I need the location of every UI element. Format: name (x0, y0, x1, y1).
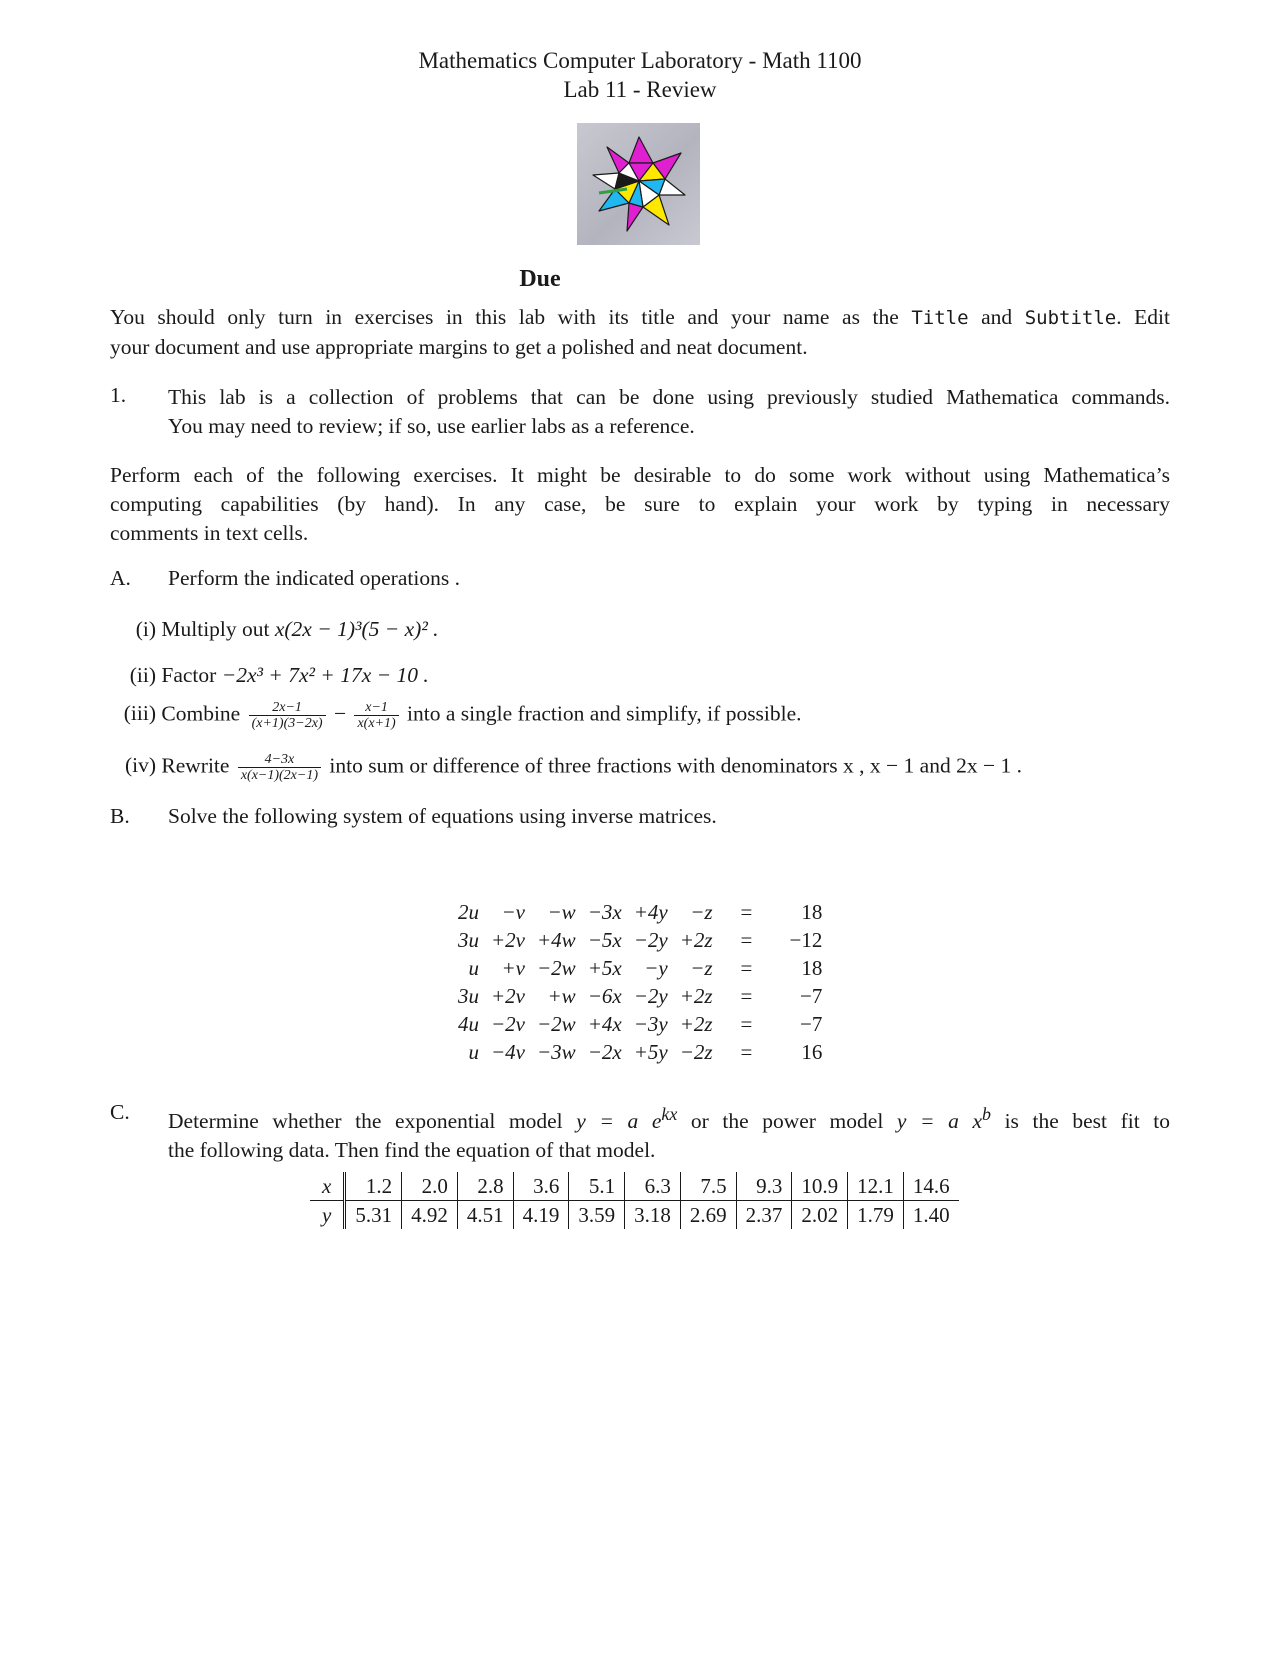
c-text-b: or the power model (690, 1109, 884, 1134)
part-iv-text: Rewrite (161, 753, 230, 778)
equation-term: +2v (491, 927, 525, 952)
equation-rhs: −12 (789, 927, 823, 952)
part-i-expression: x(2x − 1)³(5 − x)² . (274, 617, 439, 641)
y-value: 2.69 (680, 1201, 736, 1230)
part-ii-expression: −2x³ + 7x² + 17x − 10 . (221, 663, 429, 687)
section-c-line-1 (168, 1100, 1170, 1136)
equation-term: +2v (491, 983, 525, 1008)
equals-sign: = (740, 927, 753, 952)
title-keyword: Title (911, 307, 969, 329)
equation-term: +2z (679, 927, 713, 952)
section-a-label: A. (110, 566, 131, 590)
equation-term: −4v (491, 1039, 525, 1064)
x-value: 12.1 (848, 1172, 904, 1201)
equation-system (452, 898, 828, 1066)
c-text-c: is the best fit to (1004, 1109, 1170, 1134)
header (0, 46, 1280, 104)
x-value: 2.0 (402, 1172, 458, 1201)
y-value: 3.18 (625, 1201, 681, 1230)
fraction-2-numerator: x−1 (354, 700, 398, 716)
y-value: 3.59 (569, 1201, 625, 1230)
item-1-line-2: You may need to review; if so, use earlier labs as a reference. (168, 414, 695, 438)
c-text-a: Determine whether the exponential model (168, 1109, 563, 1134)
equation-rhs: 18 (801, 899, 823, 924)
fraction-1-denominator: (x+1)(3−2x) (251, 716, 323, 731)
data-table (310, 1172, 959, 1229)
equation-term: −3y (633, 1011, 668, 1036)
equation-term: 3u (458, 983, 479, 1008)
equation-term: −6x (587, 983, 622, 1008)
power-model: y = a x (896, 1109, 983, 1134)
part-i-text: Multiply out (161, 617, 270, 641)
item-1-text (168, 383, 1170, 441)
fraction-numerator: 4−3x (238, 752, 321, 768)
equation-rhs: 18 (801, 955, 823, 980)
section-c-label: C. (110, 1100, 130, 1124)
perform-line-3: comments in text cells. (110, 521, 309, 545)
equation-rhs: −7 (800, 983, 823, 1008)
part-iv-label: (iv) (124, 753, 156, 778)
x-value: 5.1 (569, 1172, 625, 1201)
due-heading: Due (519, 266, 561, 292)
star-polyhedron-icon (577, 123, 700, 245)
x-value: 14.6 (903, 1172, 958, 1201)
part-ii-text: Factor (161, 663, 217, 687)
x-header: x (310, 1172, 345, 1201)
equation-row (452, 926, 828, 954)
data-row-x (310, 1172, 959, 1201)
equation-row (452, 982, 828, 1010)
equation-term: +2z (679, 983, 713, 1008)
exponential-model: y = a e (576, 1109, 662, 1134)
equation-term: −2y (633, 927, 668, 952)
equation-term: −2y (633, 983, 668, 1008)
equation-term: −v (501, 899, 525, 924)
intro-line-1 (110, 303, 1170, 333)
equals-sign: = (740, 955, 753, 980)
part-iv (116, 752, 1022, 783)
x-value: 3.6 (513, 1172, 569, 1201)
equation-term: +v (501, 955, 525, 980)
course-title: Mathematics Computer Laboratory - Math 1100 (418, 48, 862, 73)
equals-sign: = (740, 1039, 753, 1064)
perform-line-2: computing capabilities (by hand). In any case, be sure to explain your work by typing in necessary (110, 492, 1170, 516)
section-b-label: B. (110, 804, 130, 828)
lab-title: Lab 11 - Review (563, 77, 717, 102)
equation-term: −2w (537, 1011, 576, 1036)
stellated-polyhedron-logo (577, 123, 700, 245)
intro-text-1: You should only turn in exercises in this lab with its title and your name as the (110, 305, 899, 329)
item-1-number: 1. (110, 383, 127, 407)
equation-term: −2z (679, 1039, 713, 1064)
intro-text-2: . Edit (1116, 305, 1171, 329)
subtitle-keyword: Subtitle (1024, 307, 1117, 329)
part-iii-fraction-2 (354, 700, 398, 731)
x-value: 2.8 (457, 1172, 513, 1201)
data-row-y (310, 1201, 959, 1230)
y-value: 4.92 (402, 1201, 458, 1230)
equation-term: −z (690, 955, 713, 980)
equation-row (452, 898, 828, 926)
section-c-text (168, 1100, 1170, 1165)
y-value: 5.31 (355, 1202, 393, 1227)
equation-term: 2u (458, 899, 479, 924)
equation-term: −w (547, 899, 576, 924)
power-exponent: b (982, 1104, 991, 1124)
part-i-label: (i) (135, 617, 156, 641)
part-iv-fraction (238, 752, 321, 783)
equation-term: −5x (587, 927, 622, 952)
y-value: 1.79 (848, 1201, 904, 1230)
part-iv-rest: into sum or difference of three fractions with denominators x , x − 1 and 2x − 1 . (329, 753, 1022, 778)
x-value: 7.5 (680, 1172, 736, 1201)
equation-term: −z (690, 899, 713, 924)
equation-term: +5x (587, 955, 622, 980)
equation-term: +4w (537, 927, 576, 952)
equation-term: +w (547, 983, 576, 1008)
equation-row (452, 1038, 828, 1066)
y-value: 4.19 (513, 1201, 569, 1230)
section-c-line-2: the following data. Then find the equation of that model. (168, 1138, 656, 1163)
equation-rhs: −7 (800, 1011, 823, 1036)
equation-term: −2x (587, 1039, 622, 1064)
part-i (116, 617, 439, 642)
y-value: 1.40 (903, 1201, 958, 1230)
perform-paragraph (110, 461, 1170, 548)
part-iii-label: (iii) (123, 701, 156, 726)
equals-sign: = (740, 1011, 753, 1036)
item-1-line-1: This lab is a collection of problems that can be done using previously studied Mathematica commands. (168, 385, 1170, 409)
part-ii-label: (ii) (129, 663, 156, 687)
x-value: 6.3 (625, 1172, 681, 1201)
y-header: y (310, 1201, 345, 1230)
equation-term: +2z (679, 1011, 713, 1036)
equals-sign: = (740, 983, 753, 1008)
part-iii-text: Combine (161, 701, 241, 726)
intro-paragraph (110, 303, 1170, 362)
equation-term: −2v (491, 1011, 525, 1036)
y-value: 4.51 (457, 1201, 513, 1230)
equation-row (452, 954, 828, 982)
equation-term: u (468, 955, 479, 980)
fraction-2-denominator: x(x+1) (357, 716, 396, 731)
y-value: 2.37 (736, 1201, 792, 1230)
y-value: 2.02 (792, 1201, 848, 1230)
part-iii (116, 700, 802, 731)
part-iii-operator: − (333, 701, 347, 726)
equation-row (452, 1010, 828, 1038)
intro-and: and (981, 305, 1013, 329)
x-value: 1.2 (345, 1172, 402, 1201)
section-a-text: Perform the indicated operations . (168, 566, 460, 590)
part-iii-rest: into a single fraction and simplify, if possible. (407, 701, 802, 726)
part-iii-fraction-1 (249, 700, 326, 731)
equation-term: −3w (537, 1039, 576, 1064)
perform-line-1: Perform each of the following exercises. It might be desirable to do some work without using Mathematica’s (110, 463, 1170, 487)
equation-term: 3u (458, 927, 479, 952)
equation-rhs: 16 (801, 1039, 823, 1064)
section-b-text: Solve the following system of equations using inverse matrices. (168, 804, 717, 828)
intro-line-2: your document and use appropriate margins to get a polished and neat document. (110, 335, 808, 359)
x-value: 9.3 (736, 1172, 792, 1201)
equation-term: +5y (633, 1039, 668, 1064)
equals-sign: = (740, 899, 753, 924)
equation-term: −3x (587, 899, 622, 924)
equation-term: u (468, 1039, 479, 1064)
x-value: 10.9 (792, 1172, 848, 1201)
exponential-exponent: kx (661, 1104, 678, 1124)
equation-term: 4u (458, 1011, 479, 1036)
fraction-denominator: x(x−1)(2x−1) (240, 768, 318, 783)
fraction-1-numerator: 2x−1 (249, 700, 326, 716)
equation-term: −2w (537, 955, 576, 980)
part-ii (116, 663, 429, 688)
equation-term: −y (644, 955, 668, 980)
equation-term: +4x (587, 1011, 622, 1036)
equation-term: +4y (633, 899, 668, 924)
